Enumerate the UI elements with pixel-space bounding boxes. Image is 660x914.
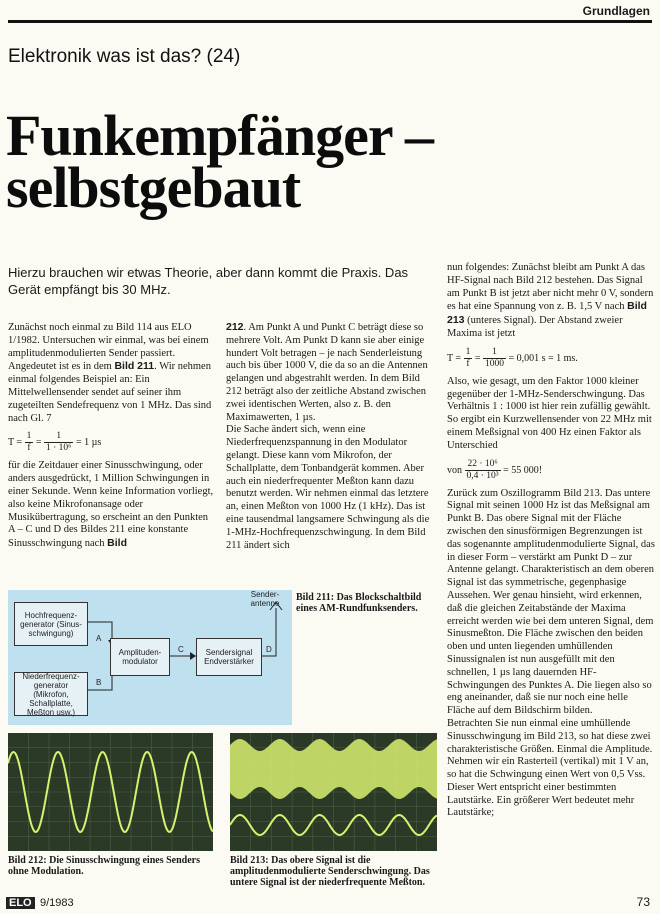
col3-paragraph-1: nun folgendes: Zunächst bleibt am Punkt A das HF-Signal nach Bild 212 bestehen. Das Signal am Punkt B ist jetzt aber nicht mehr 0 V, sondern es hat eine Spannung von z. B. 1,5 V nach Bild 213 (unteres Signal). Der Abstand zweier Maxima ist jetzt xyxy=(447,262,654,339)
col3-paragraph-3: Zurück zum Oszillogramm Bild 213. Das untere Signal mit seinen 1000 Hz ist das Meßsignal am Punkt B. Das obere Signal mit der Fläche zwischen den sinusförmigen Begrenzungen ist das sogenannte amplitudenmodulierte Signal, das in dieser Form – verstärkt am Punkt D – zur Antenne gelangt. Charakteristisch an dem oberen Signal ist das symmetrische, gegenphasige Aussehen. Wer genau hinsieht, wird erkennen, daß die gleichen Zeitabstände der Maxima erreicht werden wie bei dem unteren Signal, dem Sinusmeßton. Die Fläche zwischen den beiden oben und unten liegenden umhüllenden Sinussignalen ist nun ausgefüllt mit den schnellen, 1 µs lang dauernden HF-Schwingungen des Punktes A. Die liegen also so eng aneinander, daß sie nur noch eine helle Fläche auf dem Bildschirm bilden. xyxy=(447,487,655,717)
column-2 xyxy=(226,321,438,552)
formula-t-1mhz: T = $\frac{1}{f}$ = $\frac{1}{\text{1 · 10⁶}}$ = 1 µs xyxy=(8,431,102,454)
top-rule xyxy=(8,20,652,23)
col2-paragraph-2: Die Sache ändert sich, wenn eine Niederfrequenzspannung in den Modulator gelangt. Diese kann vom Mikrofon, der Schallplatte, dem Tonbandgerät kommen. Aber auch ein niederfrequenter Meßton kann dazu benutzt werden. Wir nehmen einmal das letztere an, einen Meßton von 1000 Hz (1 kHz). Das ist eine tausendmal langsamere Schwingung als die 1-MHz-Hochfrequenzschwingung. In dem Bild 211 ändert sich xyxy=(226,424,430,551)
col3-paragraph-2: Also, wie gesagt, um den Faktor 1000 kleiner gegenüber der 1-MHz-Senderschwingung. Das Verhältnis 1 : 1000 ist hier rein zufällig gewählt. So ergibt ein Kurzwellensender von 22 MHz mit einem Meßsignal von 400 Hz einen Faktor als Unterschied xyxy=(447,375,652,451)
oscillogram-bild-213 xyxy=(230,733,437,851)
background-ghost-text xyxy=(395,30,653,270)
caption-bild-213: Bild 213: Das obere Signal ist die amplitudenmodulierte Senderschwingung. Das untere Signal ist der niederfrequente Meßton. xyxy=(230,855,430,888)
hf-generator-box: Hochfrequenz-generator (Sinus-schwingung) xyxy=(14,602,88,646)
lead-paragraph: Hierzu brauchen wir etwas Theorie, aber dann kommt die Praxis. Das Gerät empfängt bis 30 MHz. xyxy=(8,265,409,297)
col2-paragraph-1: 212. Am Punkt A und Punkt C beträgt diese so mehrere Volt. Am Punkt D kann sie aber einige hundert Volt betragen – je nach Senderleistung auch bis über 1000 V, die da so an die Antennen gelangen und abgestrahlt werden. In dem Bild 212 beträgt also der zeitliche Abstand zwischen zwei identischen Werten, also z. B. den Maximawerten, 1 µs. xyxy=(226,321,428,423)
nf-generator-box: Niederfrequenz-generator (Mikrofon, Schallplatte, Meßton usw.) xyxy=(14,672,88,716)
amplifier-box: Sendersignal Endverstärker xyxy=(196,638,262,676)
column-1 xyxy=(8,322,216,551)
caption-bild-212: Bild 212: Die Sinusschwingung eines Senders ohne Modulation. xyxy=(8,855,200,877)
oscillogram-212-svg xyxy=(8,733,213,851)
issue-number: 9/1983 xyxy=(40,897,74,909)
page-number: 73 xyxy=(636,895,650,909)
formula-factor: von $\frac{\text{22 · 10⁶}}{\text{0,4 · 10³}}$ = 55 000! xyxy=(447,458,543,481)
oscillogram-bild-212 xyxy=(8,733,213,851)
antenna-label: Sender-antenne xyxy=(250,590,280,608)
section-label: Grundlagen xyxy=(582,4,650,18)
block-diagram xyxy=(8,590,292,725)
headline-line-1: Funkempfänger – xyxy=(6,103,434,168)
elo-logo: ELO xyxy=(6,897,35,909)
column-3 xyxy=(447,262,655,820)
point-b-label: B xyxy=(96,678,102,687)
point-a-label: A xyxy=(96,634,102,643)
col1-paragraph-1: Zunächst noch einmal zu Bild 114 aus ELO 1/1982. Untersuchen wir einmal, was bei einem amplitudenmodulierten Sender passiert. Angedeutet ist es in dem Bild 211. Wir nehmen einmal folgendes Beispiel an: Ein Mittelwellensender sendet auf seiner ihm zugeteilten Sendefrequenz von 1 MHz. Das sind nach Gl. 7 xyxy=(8,322,212,424)
series-title: Elektronik was ist das? (24) xyxy=(8,46,241,67)
oscillogram-213-svg xyxy=(230,733,437,851)
modulator-box: Amplituden-modulator xyxy=(110,638,170,676)
point-d-label: D xyxy=(266,645,272,654)
col3-paragraph-4: Betrachten Sie nun einmal eine umhüllende Sinusschwingung im Bild 213, so hat diese zwei charakteristische Größen. Einmal die Amplitude. Nehmen wir ein Rasterteil (vertikal) mit 1 V an, so hat die Schwingung einen Wert von 0,5 Vss. Dieser Wert entspricht einer bestimmten Lautstärke. Ein größerer Wert bedeutet mehr Lautstärke; xyxy=(447,717,653,819)
formula-t-1khz: T = $\frac{1}{f}$ = $\frac{1}{1000}$ = 0,001 s = 1 ms. xyxy=(447,346,578,369)
caption-bild-211: Bild 211: Das Blockschaltbild eines AM-Rundfunksenders. xyxy=(296,592,422,614)
headline xyxy=(6,103,434,220)
col1-paragraph-2: für die Zeitdauer einer Sinusschwingung, oder anders ausgedrückt, 1 Million Schwingungen in einer Sekunde. Wenn keine Information vorliegt, also keine Mikrofonansage oder Musikübertragung, so erscheint an den Punkten A – C und D des Bildes 211 eine konstante Sinusschwingung nach Bild xyxy=(8,460,214,550)
headline-line-2: selbstgebaut xyxy=(6,155,301,220)
point-c-label: C xyxy=(178,645,184,654)
